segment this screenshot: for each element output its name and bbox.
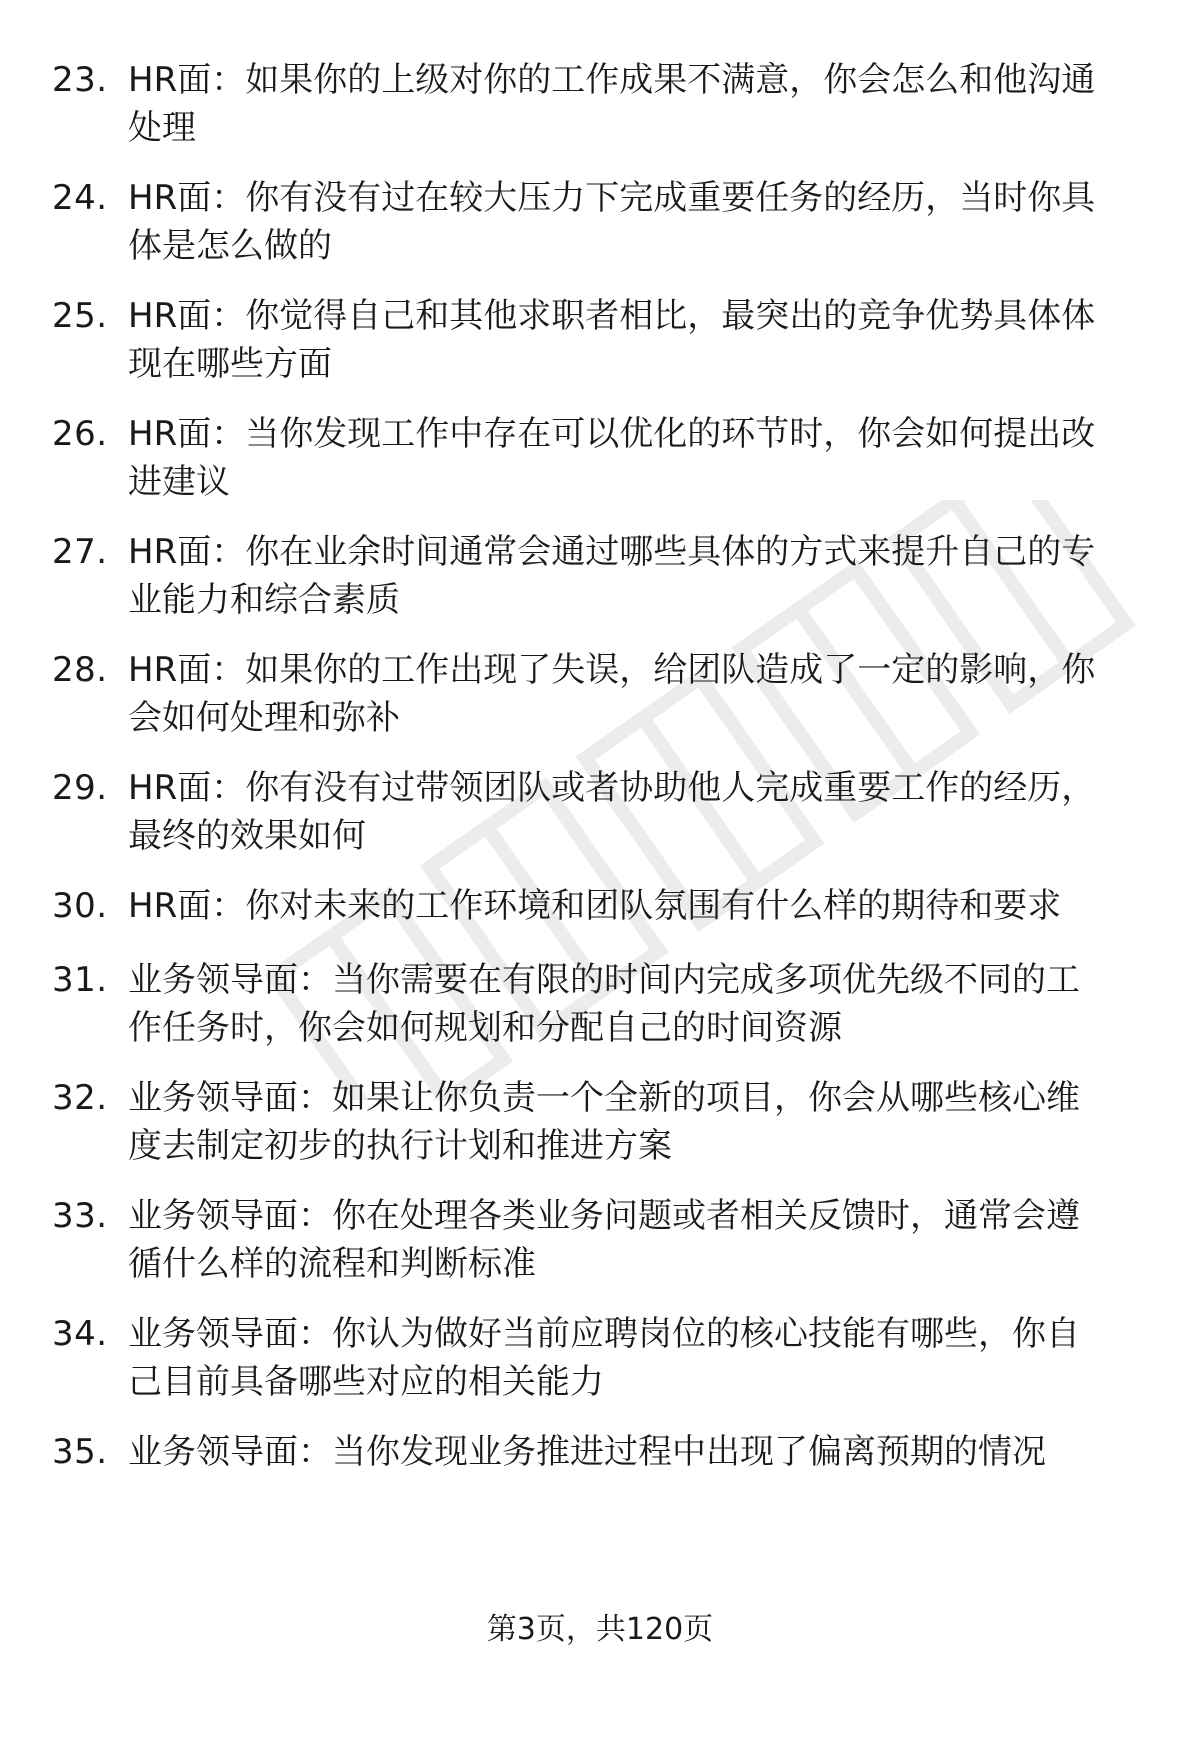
question-line: HR面：如果你的上级对你的工作成果不满意，你会怎么和他沟通 [128, 60, 1096, 100]
question-text [128, 1192, 1158, 1288]
question-text [128, 956, 1158, 1052]
question-text [128, 410, 1158, 506]
question-line: 业务领导面：你在处理各类业务问题或者相关反馈时，通常会遵 [128, 1196, 1080, 1236]
question-text [128, 646, 1158, 742]
question-number: 30. [52, 886, 108, 926]
question-number: 23. [52, 60, 108, 100]
question-item [0, 56, 1200, 156]
question-text [128, 56, 1158, 152]
question-number: 29. [52, 768, 108, 808]
question-item [0, 956, 1200, 1056]
page-number: 第3页，共120页 [486, 1612, 714, 1647]
question-text [128, 1310, 1158, 1406]
question-number: 25. [52, 296, 108, 336]
question-line: HR面：你在业余时间通常会通过哪些具体的方式来提升自己的专 [128, 532, 1096, 572]
question-line: HR面：你对未来的工作环境和团队氛围有什么样的期待和要求 [128, 886, 1062, 926]
question-line: 业务领导面：当你发现业务推进过程中出现了偏离预期的情况 [128, 1432, 1046, 1472]
question-line: 处理 [128, 108, 196, 148]
question-text [128, 1074, 1158, 1170]
question-number: 32. [52, 1078, 108, 1118]
question-line: 循什么样的流程和判断标准 [128, 1244, 536, 1284]
question-line: 度去制定初步的执行计划和推进方案 [128, 1126, 672, 1166]
question-number: 28. [52, 650, 108, 690]
question-text [128, 528, 1158, 624]
question-item [0, 1074, 1200, 1174]
question-number: 26. [52, 414, 108, 454]
question-line: 体是怎么做的 [128, 226, 332, 266]
question-line: 作任务时，你会如何规划和分配自己的时间资源 [128, 1008, 842, 1048]
question-item [0, 410, 1200, 510]
question-text [128, 882, 1158, 930]
question-line: 业能力和综合素质 [128, 580, 400, 620]
question-text [128, 764, 1158, 860]
question-item [0, 174, 1200, 274]
question-number: 24. [52, 178, 108, 218]
question-number: 35. [52, 1432, 108, 1472]
question-line: HR面：你觉得自己和其他求职者相比，最突出的竞争优势具体体 [128, 296, 1096, 336]
question-line: 己目前具备哪些对应的相关能力 [128, 1362, 604, 1402]
question-line: 业务领导面：你认为做好当前应聘岗位的核心技能有哪些，你自 [128, 1314, 1080, 1354]
question-item [0, 1310, 1200, 1410]
question-line: HR面：你有没有过带领团队或者协助他人完成重要工作的经历， [128, 768, 1096, 808]
question-line: 进建议 [128, 462, 230, 502]
question-line: 会如何处理和弥补 [128, 698, 400, 738]
question-item [0, 646, 1200, 746]
question-line: 最终的效果如何 [128, 816, 366, 856]
question-line: HR面：你有没有过在较大压力下完成重要任务的经历，当时你具 [128, 178, 1096, 218]
question-number: 33. [52, 1196, 108, 1236]
question-number: 34. [52, 1314, 108, 1354]
question-line: 现在哪些方面 [128, 344, 332, 384]
question-line: HR面：当你发现工作中存在可以优化的环节时，你会如何提出改 [128, 414, 1096, 454]
question-line: 业务领导面：如果让你负责一个全新的项目，你会从哪些核心维 [128, 1078, 1080, 1118]
question-text [128, 174, 1158, 270]
question-item [0, 528, 1200, 628]
question-number: 31. [52, 960, 108, 1000]
question-item [0, 1428, 1200, 1528]
question-line: 业务领导面：当你需要在有限的时间内完成多项优先级不同的工 [128, 960, 1080, 1000]
question-item [0, 292, 1200, 392]
question-text [128, 292, 1158, 388]
question-number: 27. [52, 532, 108, 572]
question-item [0, 1192, 1200, 1292]
question-item [0, 764, 1200, 864]
question-line: HR面：如果你的工作出现了失误，给团队造成了一定的影响，你 [128, 650, 1096, 690]
question-text [128, 1428, 1158, 1476]
